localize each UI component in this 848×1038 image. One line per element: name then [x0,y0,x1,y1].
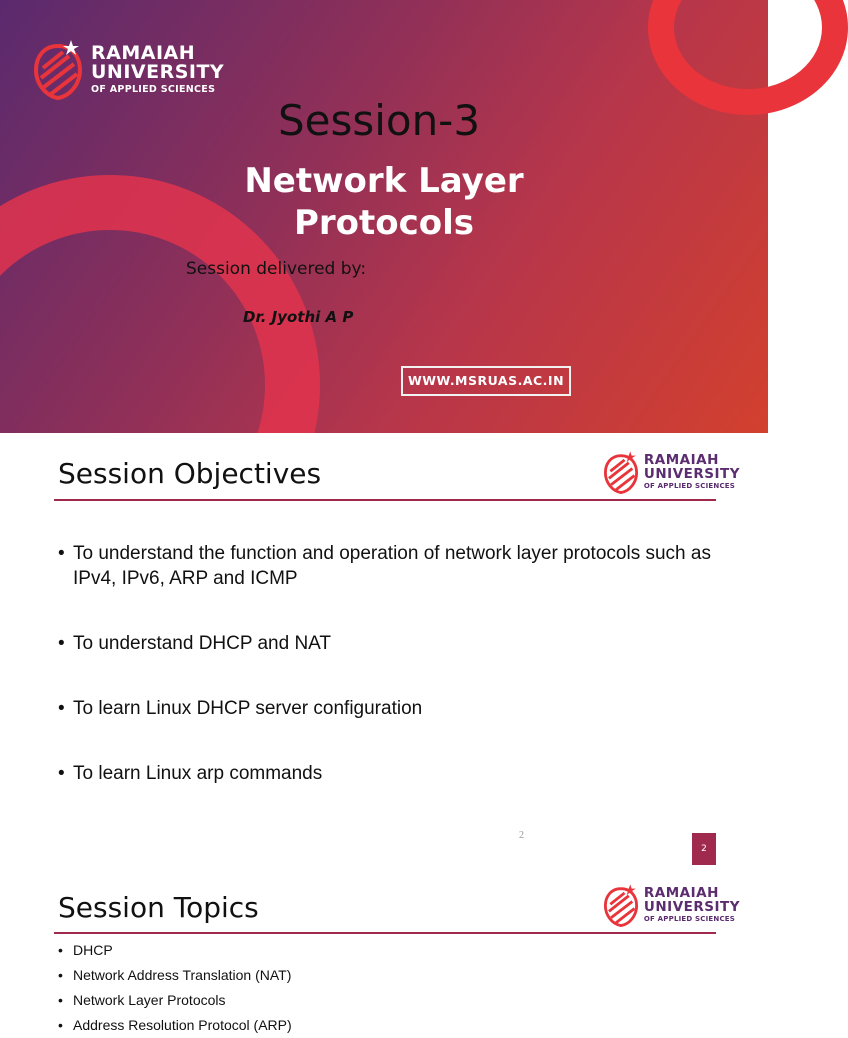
presenter-name: Dr. Jyothi A P [243,308,354,326]
list-item: • Address Resolution Protocol (ARP) [58,1013,718,1038]
list-item: • Network Address Translation (NAT) [58,963,718,988]
list-item: • DHCP [58,938,718,963]
list-item: • To learn Linux arp commands [58,761,718,786]
university-logo [603,450,740,494]
page-number: 2 [519,830,524,841]
logo-line2: UNIVERSITY [643,898,740,915]
list-item: • To understand DHCP and NAT [58,631,718,656]
university-logo [33,38,224,100]
ramaiah-university-logo-icon [603,883,639,927]
session-title: Session-3 [277,96,481,145]
logo-line2: UNIVERSITY [91,60,225,83]
objectives-list [58,541,718,826]
list-item: • To understand the function and operation of network layer protocols such as IPv4, IPv6, ARP and ICMP [58,541,718,591]
title-line2: Protocols [293,203,475,243]
logo-line1: RAMAIAH [643,452,719,468]
title-slide [0,0,768,433]
presentation-title [0,160,768,244]
heading-divider [54,499,716,501]
heading-divider [54,932,716,934]
logo-line1: RAMAIAH [91,41,196,64]
page-number-badge: 2 [692,833,716,865]
slide-heading: Session Topics [58,891,259,924]
title-line1: Network Layer [244,161,524,201]
logo-line3: OF APPLIED SCIENCES [91,83,216,95]
ramaiah-university-logo-icon [603,450,639,494]
logo-line2: UNIVERSITY [643,465,740,482]
list-item: • Network Layer Protocols [58,988,718,1013]
logo-line1: RAMAIAH [643,885,719,901]
slide-heading: Session Objectives [58,457,322,490]
logo-line3: OF APPLIED SCIENCES [643,482,736,490]
website-link[interactable]: WWW.MSRUAS.AC.IN [401,366,571,396]
topics-slide [0,866,768,1033]
logo-line3: OF APPLIED SCIENCES [643,915,736,923]
university-logo [603,883,740,927]
topics-list [58,938,718,1038]
delivered-by-label: Session delivered by: [186,259,367,279]
ramaiah-university-logo-icon [33,38,83,100]
list-item: • To learn Linux DHCP server configuration [58,696,718,721]
objectives-slide [0,433,768,866]
